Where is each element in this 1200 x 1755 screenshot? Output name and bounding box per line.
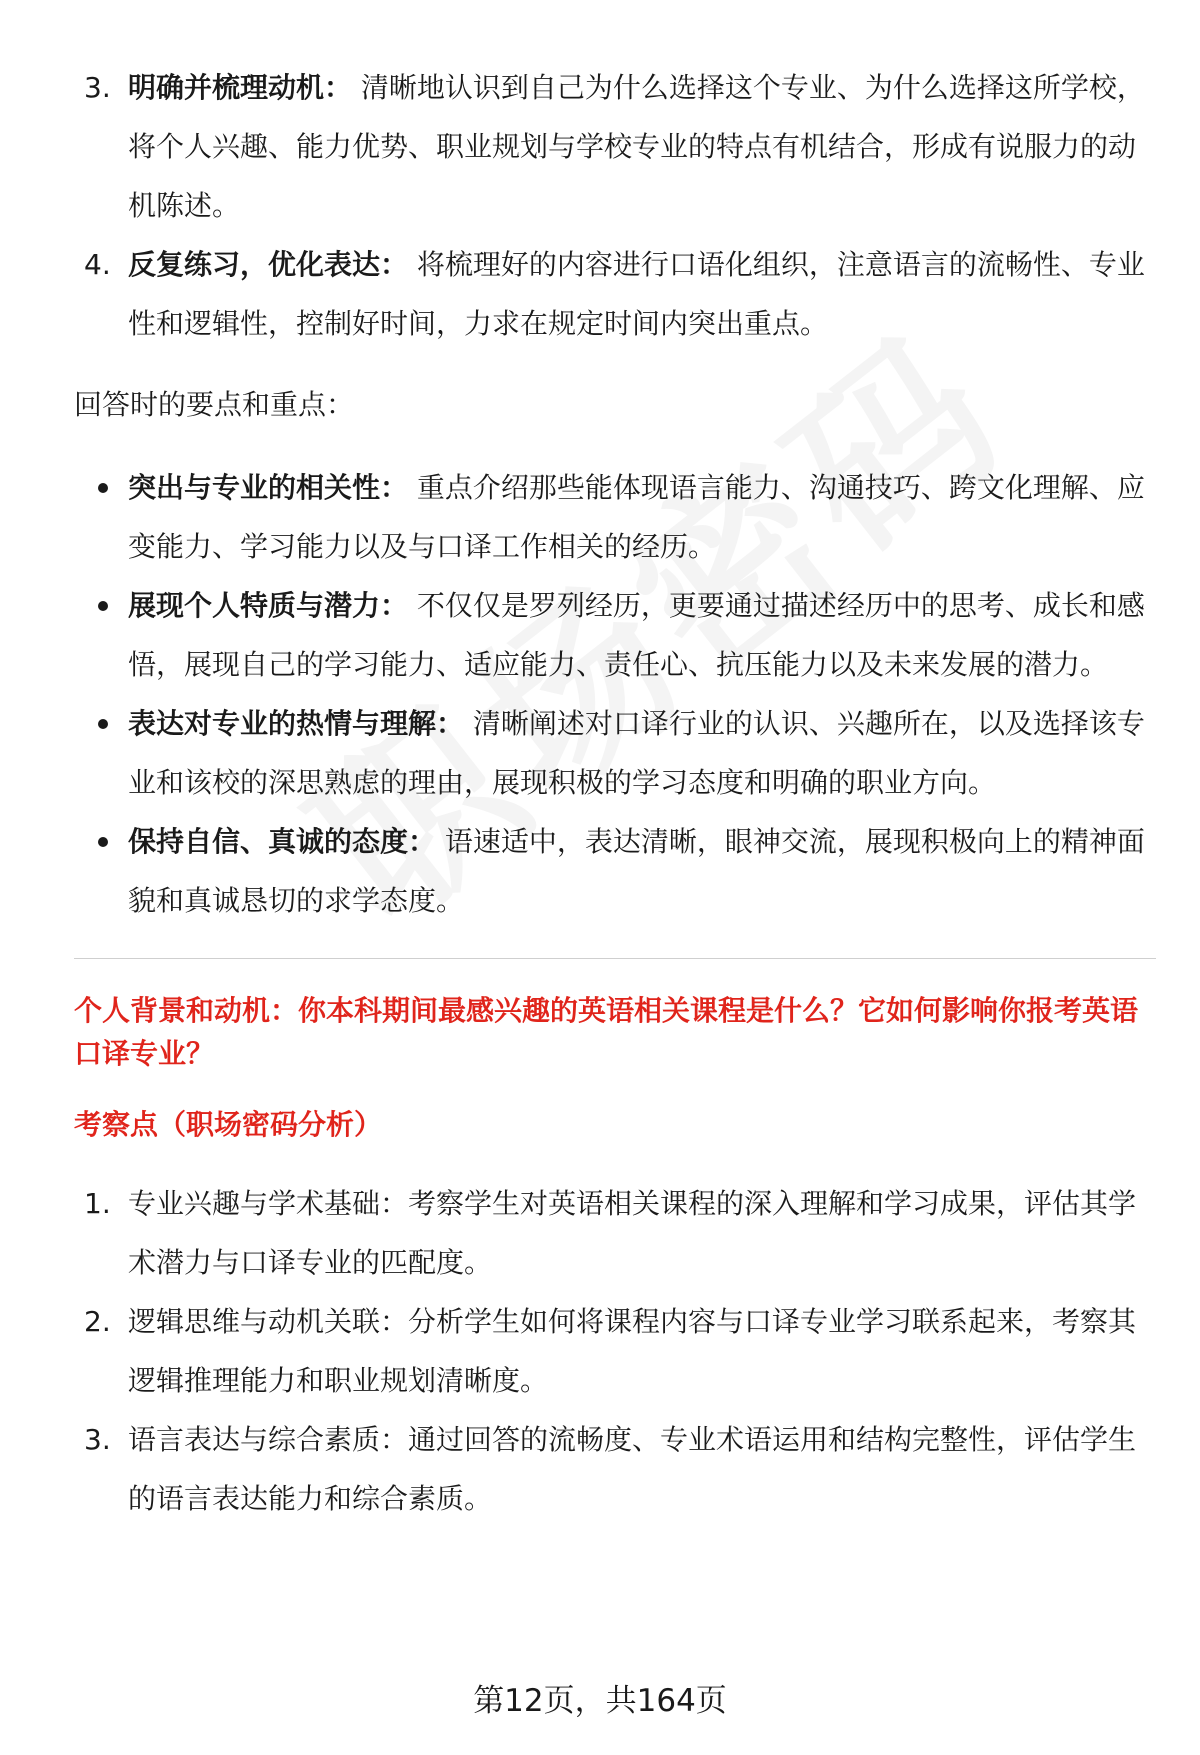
bullet-text: 语速适中，表达清晰，眼神交流，展现积极向上的精神面貌和真诚恳切的求学态度。 <box>128 825 1145 917</box>
numbered-list-top <box>74 58 1156 353</box>
list-item <box>74 1410 1156 1528</box>
bullet-item <box>74 812 1156 930</box>
page-footer: 第12页，共164页 <box>473 1683 727 1719</box>
list-item-text: 语言表达与综合素质：通过回答的流畅度、专业术语运用和结构完整性，评估学生的语言表达能力和综合素质。 <box>128 1423 1137 1515</box>
list-item-text: 专业兴趣与学术基础：考察学生对英语相关课程的深入理解和学习成果，评估其学术潜力与口译专业的匹配度。 <box>128 1187 1137 1279</box>
bullet-title: 表达对专业的热情与理解： <box>128 707 465 740</box>
section-divider <box>74 958 1156 959</box>
list-number: 1. <box>84 1187 111 1220</box>
list-item-title: 明确并梳理动机： <box>128 71 353 104</box>
bullet-item <box>74 458 1156 576</box>
list-number: 2. <box>84 1305 111 1338</box>
document-page <box>74 58 1156 1528</box>
list-item-text: 逻辑思维与动机关联：分析学生如何将课程内容与口译专业学习联系起来，考察其逻辑推理能力和职业规划清晰度。 <box>128 1305 1137 1397</box>
list-item <box>74 1174 1156 1292</box>
bullet-text: 不仅仅是罗列经历，更要通过描述经历中的思考、成长和感悟，展现自己的学习能力、适应能力、责任心、抗压能力以及未来发展的潜力。 <box>128 589 1145 681</box>
list-number: 3. <box>84 71 111 104</box>
bullet-dot-icon <box>98 837 108 847</box>
bullet-title: 展现个人特质与潜力： <box>128 589 409 622</box>
bullet-dot-icon <box>98 719 108 729</box>
question-heading: 个人背景和动机：你本科期间最感兴趣的英语相关课程是什么？它如何影响你报考英语口译专业？ <box>74 994 1139 1070</box>
bullet-text: 重点介绍那些能体现语言能力、沟通技巧、跨文化理解、应变能力、学习能力以及与口译工作相关的经历。 <box>128 471 1145 563</box>
numbered-list-bottom <box>74 1174 1156 1528</box>
bullet-list <box>74 458 1156 930</box>
bullet-title: 保持自信、真诚的态度： <box>128 825 437 858</box>
list-item-text: 清晰地认识到自己为什么选择这个专业、为什么选择这所学校，将个人兴趣、能力优势、职业规划与学校专业的特点有机结合，形成有说服力的动机陈述。 <box>128 71 1145 222</box>
list-item <box>74 235 1156 353</box>
bullet-item <box>74 576 1156 694</box>
bullet-item <box>74 694 1156 812</box>
bullet-dot-icon <box>98 601 108 611</box>
list-number: 3. <box>84 1423 111 1456</box>
list-item <box>74 1292 1156 1410</box>
key-points-heading: 回答时的要点和重点： <box>74 388 355 421</box>
list-item-text: 将梳理好的内容进行口语化组织，注意语言的流畅性、专业性和逻辑性，控制好时间，力求在规定时间内突出重点。 <box>128 248 1145 340</box>
list-item-title: 反复练习，优化表达： <box>128 248 409 281</box>
analysis-heading: 考察点（职场密码分析） <box>74 1108 383 1141</box>
list-number: 4. <box>84 248 111 281</box>
bullet-dot-icon <box>98 483 108 493</box>
bullet-text: 清晰阐述对口译行业的认识、兴趣所在，以及选择该专业和该校的深思熟虑的理由，展现积极的学习态度和明确的职业方向。 <box>128 707 1145 799</box>
list-item <box>74 58 1156 235</box>
bullet-title: 突出与专业的相关性： <box>128 471 409 504</box>
